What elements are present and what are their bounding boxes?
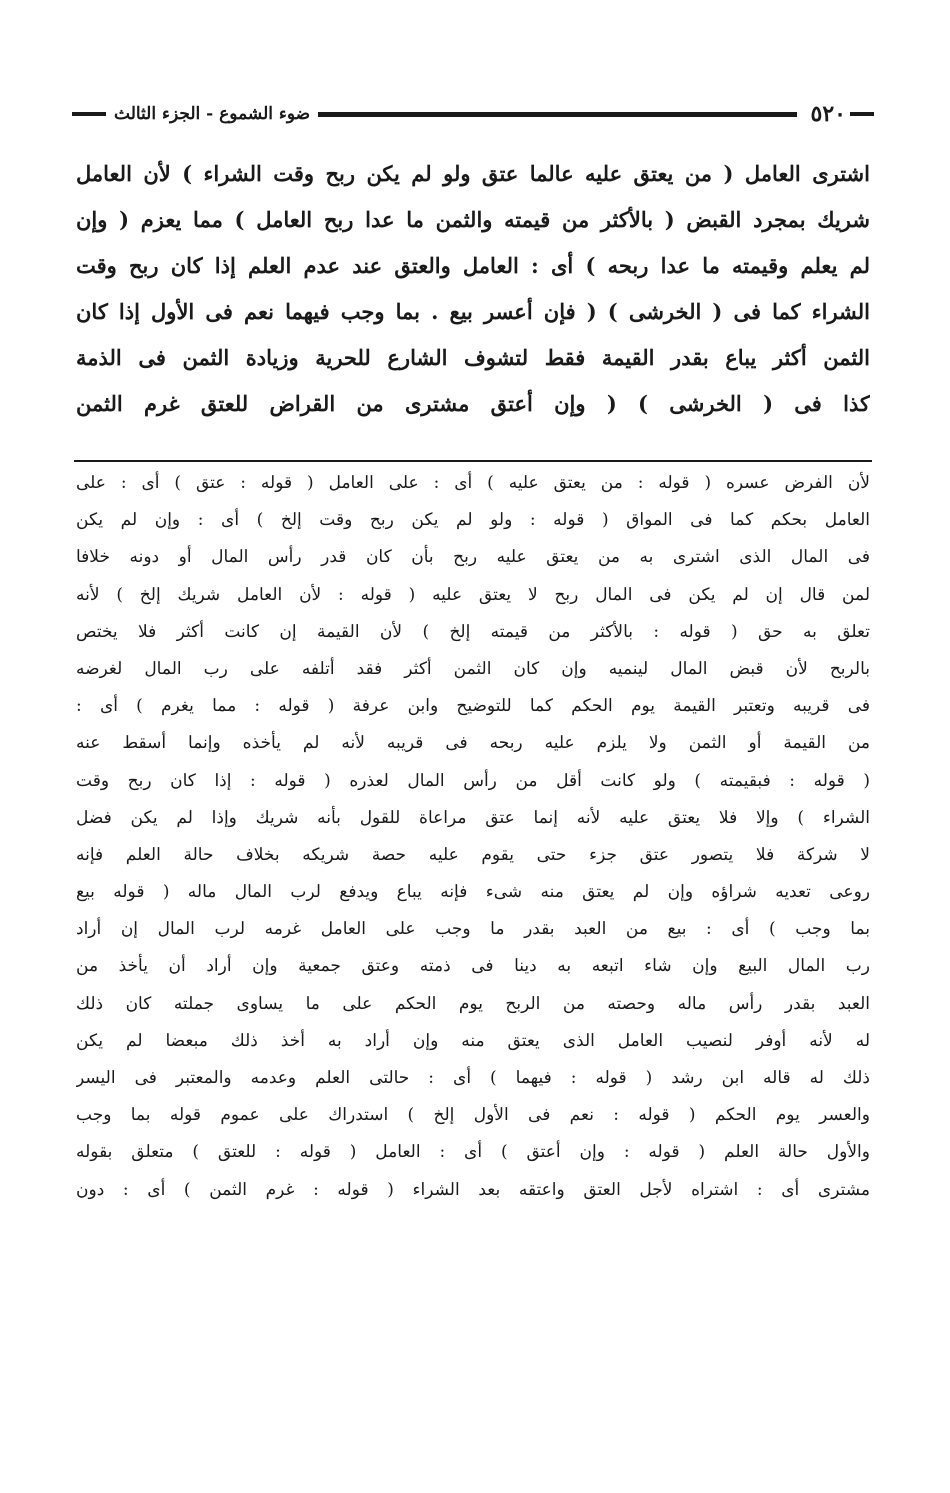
page-number: ٥٢٠ — [810, 101, 846, 127]
commentary-text — [76, 465, 870, 1209]
running-header — [72, 96, 878, 132]
header-rule — [318, 112, 796, 117]
note-line: فى المال الذى اشترى به من يعتق عليه ربح بأن كان قدر رأس المال أو دونه خلافا — [76, 547, 870, 568]
note-line: والعسر يوم الحكم ( قوله : نعم فى الأول إلخ ) استدراك على عموم قوله بما وجب — [76, 1105, 870, 1126]
main-line: اشترى العامل ( من يعتق عليه عالما عتق ولو لم يكن ربح وقت الشراء ) لأن العامل — [76, 161, 870, 186]
note-line: بالربح لأن قبض المال لينميه وإن كان الثمن أكثر فقد أتلفه على رب المال لغرضه — [76, 658, 870, 679]
note-line: والأول حالة العلم ( قوله : وإن أعتق ) أى : العامل ( قوله : للعتق ) متعلق بقوله — [76, 1142, 870, 1163]
main-text — [76, 151, 870, 427]
note-line: ذلك له قاله ابن رشد ( قوله : فيهما ) أى : حالتى العلم وعدمه والمعتبر فى اليسر — [76, 1068, 870, 1088]
main-line: لم يعلم وقيمته ما عدا ربحه ) أى : العامل والعتق عند عدم العلم إذا كان ربح وقت — [76, 253, 870, 278]
note-line: له لأنه أوفر لنصيب العامل الذى يعتق منه وإن أراد به أخذ ذلك مبعضا لم يكن — [76, 1030, 870, 1051]
header-dash-right — [850, 112, 874, 116]
note-line: من القيمة أو الثمن ولا يلزم عليه ربحه فى قريبه لأنه لم يأخذه وإنما أسقط عنه — [76, 733, 870, 754]
note-line: مشترى أى : اشتراه لأجل العتق واعتقه بعد الشراء ( قوله : غرم الثمن ) أى : دون — [76, 1179, 870, 1200]
note-line: روعى تعديه شراؤه وإن لم يعتق منه شىء فإنه يباع ويدفع لرب المال ماله ( قوله بيع — [76, 882, 870, 903]
header-dash-left — [72, 112, 106, 116]
note-line: لا شركة فلا يتصور عتق جزء حتى يقوم عليه حصة شريكه بخلاف حالة العلم فإنه — [76, 844, 870, 865]
note-line: العامل بحكم كما فى المواق ( قوله : ولو لم يكن ربح وقت إلخ ) أى : وإن لم يكن — [76, 510, 870, 531]
footnote-separator — [74, 460, 872, 462]
note-line: ( قوله : فبقيمته ) ولو كانت أقل من رأس المال لعذره ( قوله : إذا كان ربح وقت — [76, 770, 870, 791]
note-line: فى قريبه وتعتبر القيمة يوم الحكم كما للتوضيح وابن عرفة ( قوله : مما يغرم ) أى : — [76, 696, 870, 717]
main-line: الشراء كما فى ( الخرشى ) ( فإن أعسر بيع . بما وجب فيهما نعم فى الأول إذا كان — [76, 299, 870, 324]
note-line: بما وجب ) أى : بيع من العبد بقدر ما وجب على العامل غرمه لرب المال إن أراد — [76, 919, 870, 940]
note-line: رب المال البيع وإن شاء اتبعه به دينا فى ذمته وعتق جمعية وإن أراد أن يأخذ من — [76, 956, 870, 977]
running-title: ضوء الشموع - الجزء الثالث — [114, 104, 311, 124]
main-line: الثمن أكثر يباع بقدر القيمة فقط لتشوف الشارع للحرية وزيادة الثمن فى الذمة — [76, 345, 870, 370]
note-line: لمن قال إن لم يكن فى المال ربح لا يعتق عليه ( قوله : لأن العامل شريك إلخ ) لأنه — [76, 584, 870, 605]
note-line: تعلق به حق ( قوله : بالأكثر من قيمته إلخ ) لأن القيمة إن كانت أكثر فلا يختص — [76, 621, 870, 642]
note-line: لأن الفرض عسره ( قوله : من يعتق عليه ) أى : على العامل ( قوله : عتق ) أى : على — [76, 473, 870, 493]
main-line: كذا فى ( الخرشى ) ( وإن أعتق مشترى من القراض للعتق غرم الثمن — [76, 391, 870, 416]
note-line: العبد بقدر رأس ماله وحصته من الربح يوم الحكم على ما يساوى جملته كان ذلك — [76, 993, 870, 1014]
note-line: الشراء ) وإلا فلا يعتق عليه لأنه إنما عتق مراعاة للقول بأنه شريك وإذا لم يكن فضل — [76, 807, 870, 828]
main-line: شريك بمجرد القبض ( بالأكثر من قيمته والثمن ما عدا ربح العامل ) مما يعزم ( وإن — [76, 207, 870, 232]
